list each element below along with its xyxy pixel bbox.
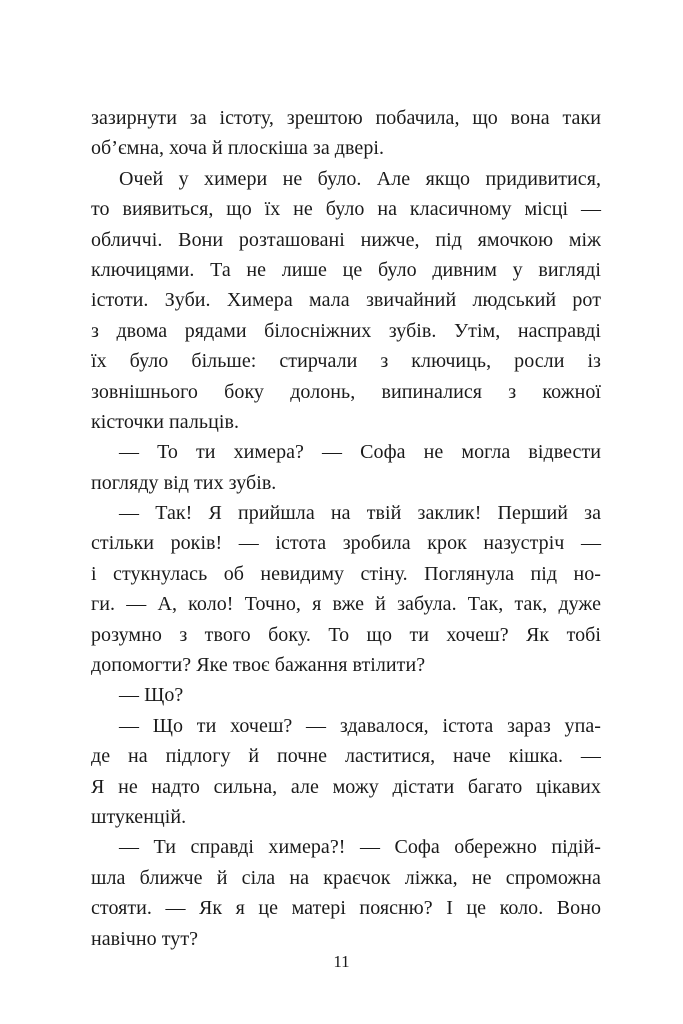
text-line: допомогти? Яке твоє бажання втілити? <box>91 654 426 677</box>
text-line: і стукнулась об невидиму стіну. Поглянула під но- <box>91 562 601 585</box>
text-line: кісточки пальців. <box>91 410 239 433</box>
text-line: штукенцій. <box>91 805 187 828</box>
text-line: стільки років! — істота зробила крок назустріч — <box>91 532 601 555</box>
text-line: — Так! Я прийшла на твій заклик! Перший за <box>119 502 601 525</box>
text-line: обличчі. Вони розташовані нижче, під ямочкою між <box>91 228 601 251</box>
text-line: істоти. Зуби. Химера мала звичайний людський рот <box>91 289 601 312</box>
page-body-text <box>91 103 601 954</box>
text-line: — То ти химера? — Софа не могла відвести <box>119 441 601 464</box>
text-line: навічно тут? <box>91 927 199 950</box>
text-line: — Що? <box>119 684 184 707</box>
page-number: 11 <box>333 952 350 971</box>
text-line: — Що ти хочеш? — здавалося, істота зараз упа- <box>119 714 601 737</box>
text-line: — Ти справді химера?! — Софа обережно підій- <box>119 836 601 859</box>
text-line: ги. — А, коло! Точно, я вже й забула. Так, так, дуже <box>91 593 601 616</box>
text-line: зазирнути за істоту, зрештою побачила, що вона таки <box>91 107 601 129</box>
text-line: об’ємна, хоча й плоскіша за двері. <box>91 137 385 160</box>
text-line: їх було більше: стирчали з ключиць, росли із <box>91 350 601 373</box>
text-line: погляду від тих зубів. <box>91 471 277 494</box>
text-line: то виявиться, що їх не було на класичному місці — <box>91 198 601 221</box>
text-line: Очей у химери не було. Але якщо придивитися, <box>119 167 601 190</box>
text-line: розумно з твого боку. То що ти хочеш? Як тобі <box>91 623 601 646</box>
text-line: де на підлогу й почне ластитися, наче кішка. — <box>91 745 601 768</box>
text-line: Я не надто сильна, але можу дістати багато цікавих <box>91 775 601 798</box>
text-line: ключицями. Та не лише це було дивним у вигляді <box>91 258 601 281</box>
text-line: зовнішнього боку долонь, випиналися з кожної <box>91 380 601 403</box>
text-line: з двома рядами білосніжних зубів. Утім, насправді <box>91 319 601 342</box>
text-line: шла ближче й сіла на краєчок ліжка, не спроможна <box>91 866 601 889</box>
text-line: стояти. — Як я це матері поясню? І це коло. Воно <box>91 897 601 920</box>
